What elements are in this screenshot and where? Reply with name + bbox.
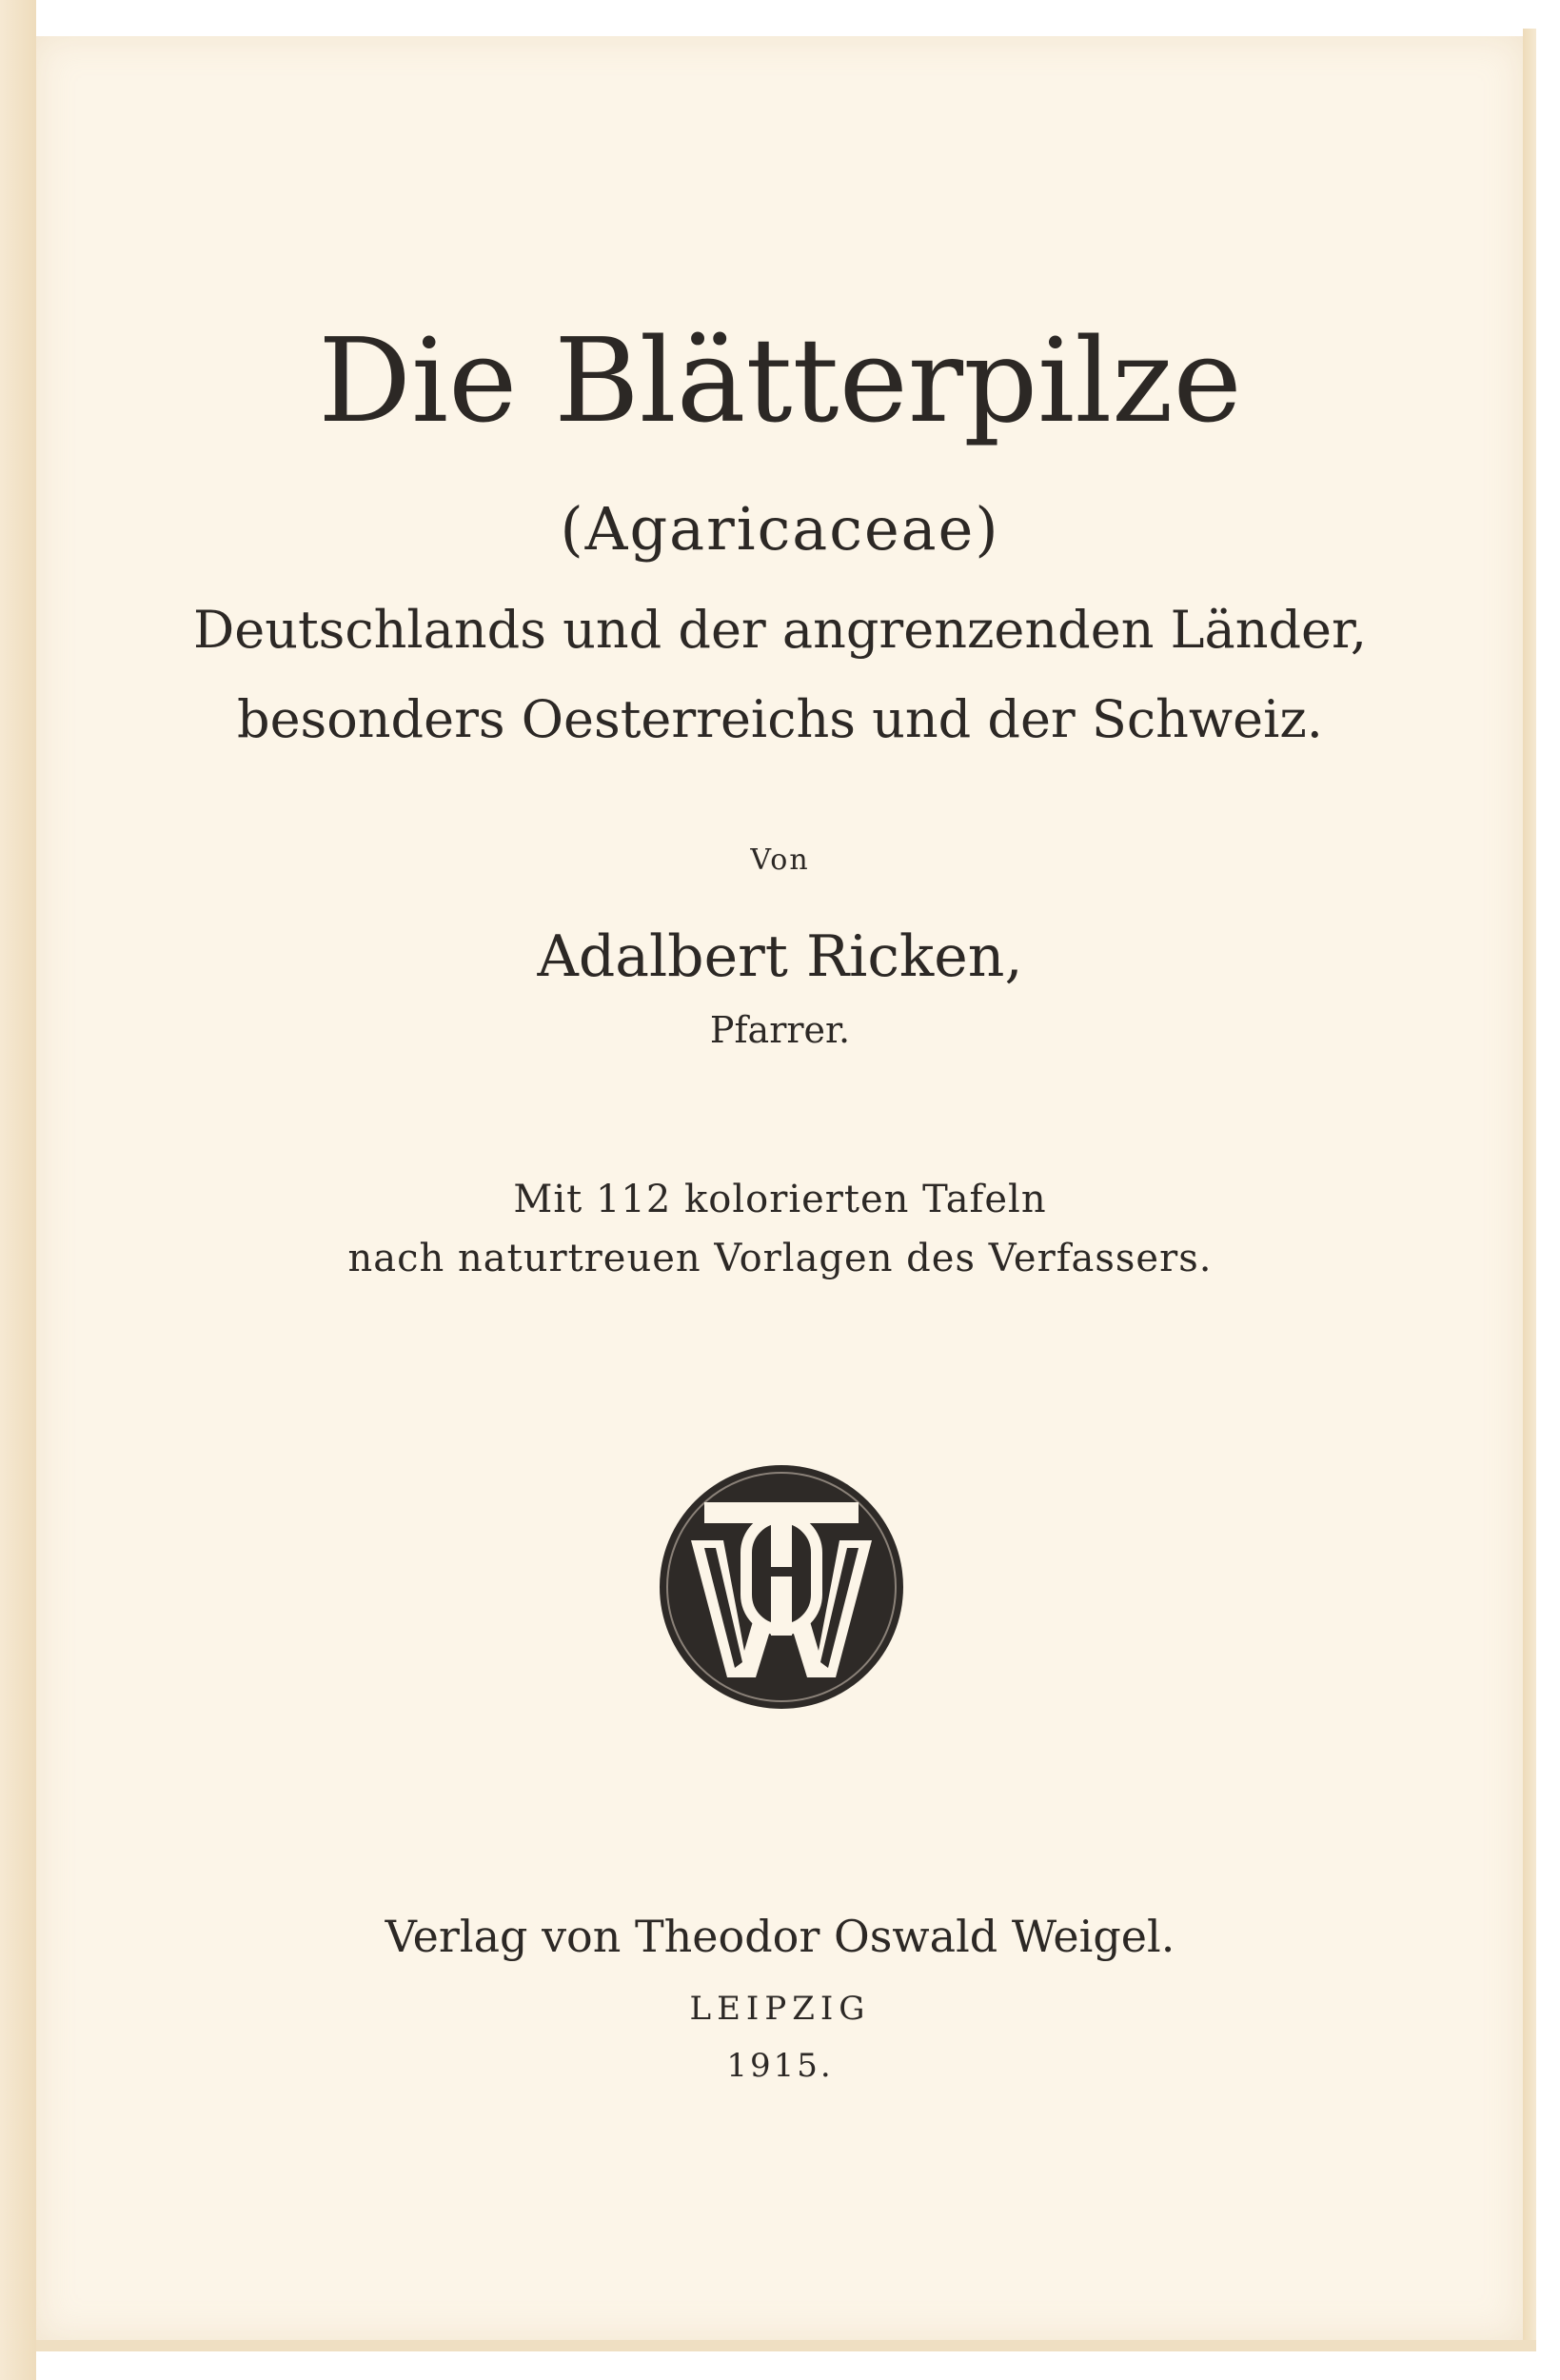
region-line-1: Deutschlands und der angrenzenden Länder, (192, 600, 1368, 660)
book-title: Die Blätterpilze (318, 313, 1242, 448)
region-line-2: besonders Oesterreichs und der Schweiz. (237, 689, 1323, 749)
author-name: Adalbert Ricken, (537, 923, 1023, 990)
author-title: Pfarrer. (709, 1009, 851, 1051)
publisher-monogram-tow-icon (655, 1460, 908, 1714)
book-subtitle: (Agaricaceae) (560, 494, 1000, 564)
page-bottom-edge (36, 2340, 1536, 2351)
plates-line-1: Mit 112 kolorierten Tafeln (513, 1178, 1047, 1221)
by-line: Von (750, 843, 810, 877)
publisher-line: Verlag von Theodor Oswald Weigel. (385, 1911, 1175, 1962)
plates-line-2: nach naturtreuen Vorlagen des Verfassers. (347, 1237, 1213, 1280)
publication-year: 1915. (726, 2047, 834, 2085)
publication-city: LEIPZIG (689, 1990, 871, 2028)
